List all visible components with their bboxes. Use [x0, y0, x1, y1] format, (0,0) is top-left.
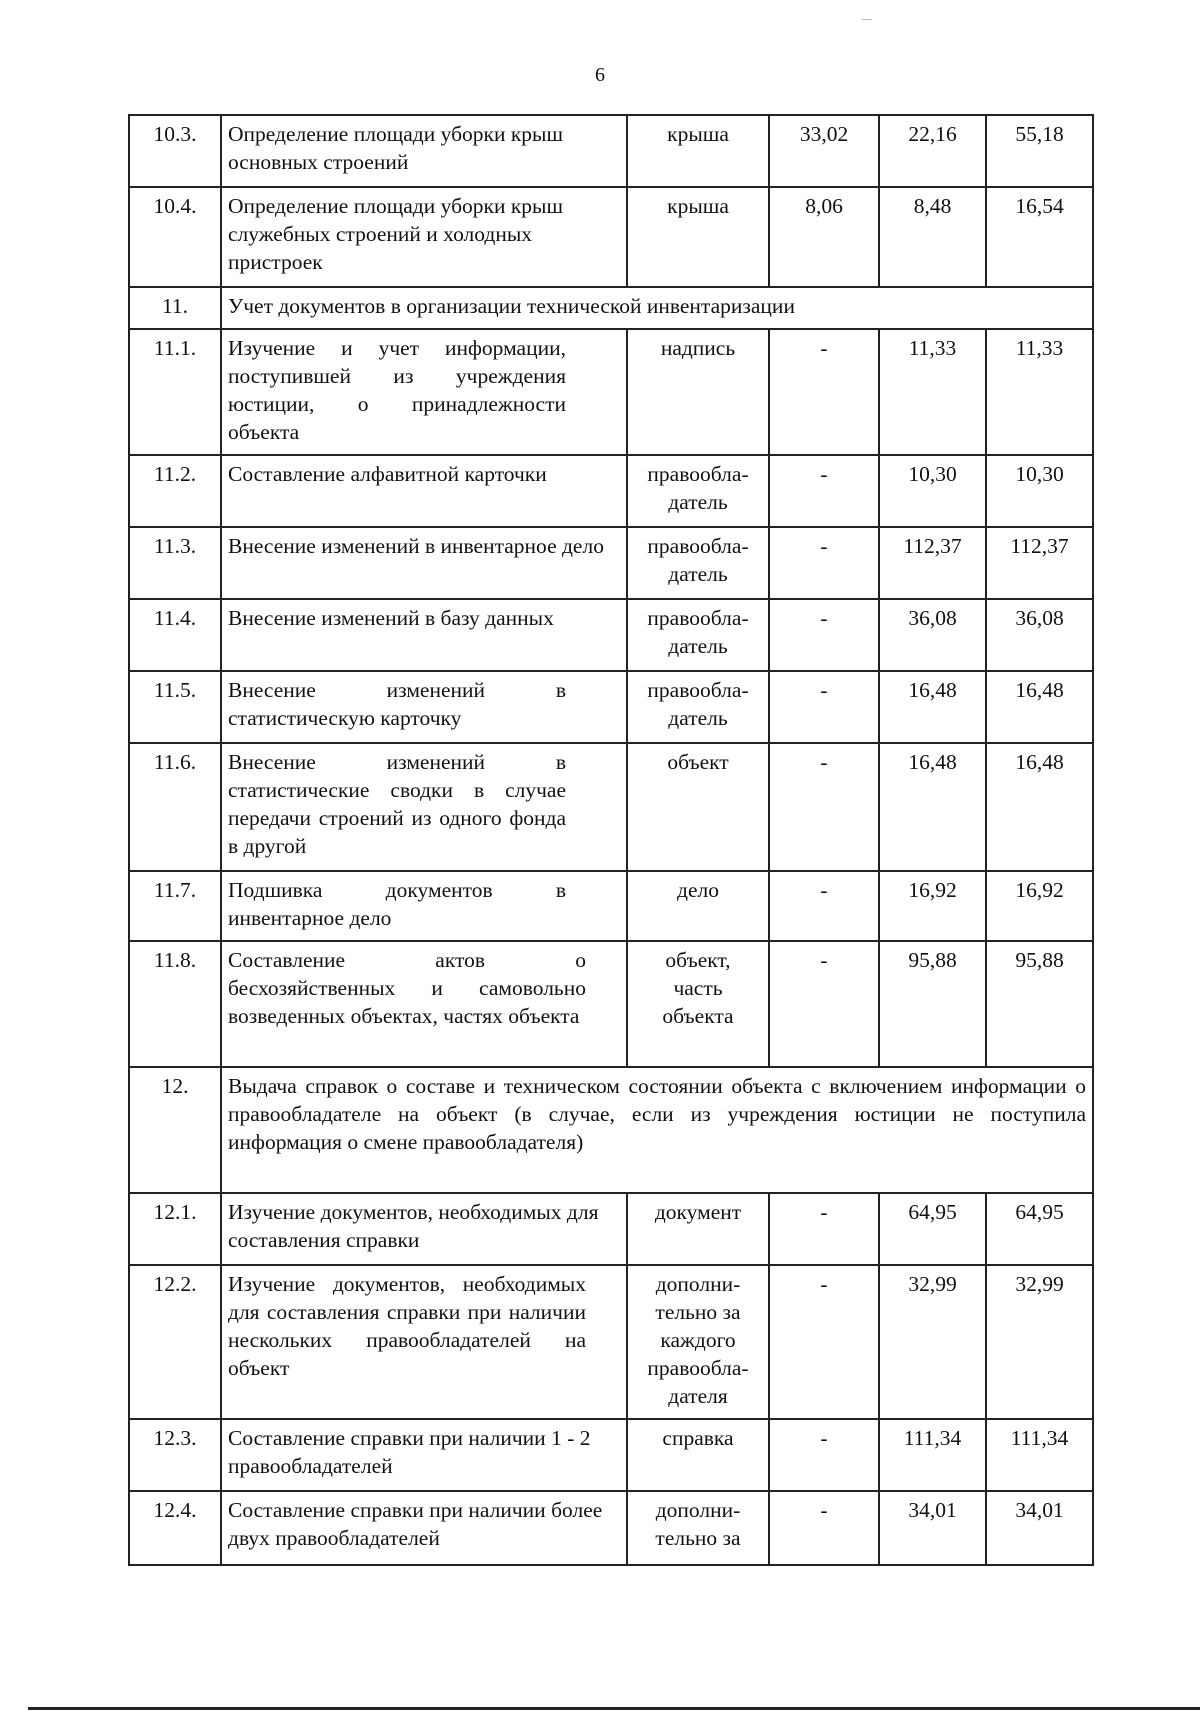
- row-value-1: -: [769, 1491, 879, 1565]
- row-unit: документ: [627, 1193, 769, 1265]
- page-number: 6: [595, 64, 605, 86]
- bottom-rule: [28, 1707, 1200, 1710]
- table-row: [129, 599, 1093, 671]
- row-value-1: -: [769, 1265, 879, 1419]
- section-title: Учет документов в организации технической инвентаризации: [221, 287, 1093, 329]
- row-name: Изучение и учет информации, поступившей из учреждения юстиции, о принадлежности объекта: [221, 329, 627, 455]
- table-row: [129, 941, 1093, 1067]
- row-total: 95,88: [986, 941, 1093, 1067]
- row-value-2: 10,30: [879, 455, 986, 527]
- row-name: Внесение изменений в статистическую карточку: [221, 671, 627, 743]
- row-total: 16,92: [986, 871, 1093, 941]
- row-value-1: -: [769, 527, 879, 599]
- row-total: 112,37: [986, 527, 1093, 599]
- section-number: 12.: [129, 1067, 221, 1193]
- scan-mark: [862, 19, 872, 20]
- table-row: [129, 871, 1093, 941]
- row-value-2: 8,48: [879, 187, 986, 287]
- row-unit: дело: [627, 871, 769, 941]
- row-number: 11.8.: [129, 941, 221, 1067]
- row-number: 11.1.: [129, 329, 221, 455]
- section-row: [129, 287, 1093, 329]
- row-total: 55,18: [986, 115, 1093, 187]
- row-name: Составление справки при наличии 1 - 2 правообладателей: [221, 1419, 627, 1491]
- row-value-2: 16,92: [879, 871, 986, 941]
- row-total: 36,08: [986, 599, 1093, 671]
- row-number: 12.1.: [129, 1193, 221, 1265]
- row-number: 12.4.: [129, 1491, 221, 1565]
- row-number: 10.3.: [129, 115, 221, 187]
- row-value-2: 11,33: [879, 329, 986, 455]
- row-name: Определение площади уборки крыш служебных строений и холодных пристроек: [221, 187, 627, 287]
- row-value-2: 16,48: [879, 743, 986, 871]
- table-row: [129, 1419, 1093, 1491]
- row-number: 11.5.: [129, 671, 221, 743]
- table-row: [129, 671, 1093, 743]
- row-name: Внесение изменений в инвентарное дело: [221, 527, 627, 599]
- section-row: [129, 1067, 1093, 1193]
- row-total: 111,34: [986, 1419, 1093, 1491]
- row-number: 11.7.: [129, 871, 221, 941]
- row-unit: крыша: [627, 115, 769, 187]
- row-value-1: -: [769, 671, 879, 743]
- row-value-1: 33,02: [769, 115, 879, 187]
- row-value-1: -: [769, 743, 879, 871]
- row-name: Внесение изменений в статистические сводки в случае передачи строений из одного фонда в другой: [221, 743, 627, 871]
- row-value-1: -: [769, 599, 879, 671]
- row-value-2: 95,88: [879, 941, 986, 1067]
- row-number: 12.3.: [129, 1419, 221, 1491]
- row-value-2: 112,37: [879, 527, 986, 599]
- row-value-1: -: [769, 455, 879, 527]
- row-total: 32,99: [986, 1265, 1093, 1419]
- row-value-2: 22,16: [879, 115, 986, 187]
- row-value-2: 32,99: [879, 1265, 986, 1419]
- table-row: [129, 187, 1093, 287]
- row-unit: дополни-тельно за каждого правообла-дателя: [627, 1265, 769, 1419]
- table-row: [129, 1265, 1093, 1419]
- row-name: Составление алфавитной карточки: [221, 455, 627, 527]
- row-value-2: 16,48: [879, 671, 986, 743]
- row-total: 16,48: [986, 743, 1093, 871]
- row-unit: правооблa-датель: [627, 455, 769, 527]
- table-row: [129, 743, 1093, 871]
- row-number: 11.2.: [129, 455, 221, 527]
- row-unit: правообла-датель: [627, 599, 769, 671]
- row-value-2: 34,01: [879, 1491, 986, 1565]
- table-row: [129, 115, 1093, 187]
- row-number: 11.3.: [129, 527, 221, 599]
- row-value-1: -: [769, 941, 879, 1067]
- row-value-2: 64,95: [879, 1193, 986, 1265]
- table-row: [129, 527, 1093, 599]
- row-total: 34,01: [986, 1491, 1093, 1565]
- row-name: Определение площади уборки крыш основных строений: [221, 115, 627, 187]
- table-row: [129, 1193, 1093, 1265]
- row-value-1: -: [769, 1193, 879, 1265]
- row-unit: крыша: [627, 187, 769, 287]
- row-unit: правообла-датель: [627, 527, 769, 599]
- row-total: 10,30: [986, 455, 1093, 527]
- table-row: [129, 455, 1093, 527]
- row-name: Составление актов о бесхозяйственных и самовольно возведенных объектах, частях объекта: [221, 941, 627, 1067]
- row-value-1: -: [769, 1419, 879, 1491]
- row-unit: объект: [627, 743, 769, 871]
- row-value-2: 111,34: [879, 1419, 986, 1491]
- row-total: 16,48: [986, 671, 1093, 743]
- row-name: Внесение изменений в базу данных: [221, 599, 627, 671]
- row-name: Подшивка документов в инвентарное дело: [221, 871, 627, 941]
- row-value-1: 8,06: [769, 187, 879, 287]
- table-row: [129, 1491, 1093, 1565]
- row-number: 10.4.: [129, 187, 221, 287]
- row-unit: справка: [627, 1419, 769, 1491]
- section-title: Выдача справок о составе и техническом состоянии объекта с включением информации о правообладателе на объект (в случае, если из учреждения юстиции не поступила информация о смене правообладателя): [221, 1067, 1093, 1193]
- row-name: Составление справки при наличии более двух правообладателей: [221, 1491, 627, 1565]
- row-unit: надпись: [627, 329, 769, 455]
- table-row: [129, 329, 1093, 455]
- row-unit: объект, часть объекта: [627, 941, 769, 1067]
- section-number: 11.: [129, 287, 221, 329]
- row-value-1: -: [769, 871, 879, 941]
- row-name: Изучение документов, необходимых для составления справки при наличии нескольких правообладателей на объект: [221, 1265, 627, 1419]
- row-value-1: -: [769, 329, 879, 455]
- row-number: 11.4.: [129, 599, 221, 671]
- row-total: 64,95: [986, 1193, 1093, 1265]
- row-unit: правообла-датель: [627, 671, 769, 743]
- row-value-2: 36,08: [879, 599, 986, 671]
- row-total: 11,33: [986, 329, 1093, 455]
- row-number: 12.2.: [129, 1265, 221, 1419]
- row-total: 16,54: [986, 187, 1093, 287]
- row-name: Изучение документов, необходимых для составления справки: [221, 1193, 627, 1265]
- tariff-table: [128, 114, 1094, 1566]
- row-unit: дополни-тельно за: [627, 1491, 769, 1565]
- row-number: 11.6.: [129, 743, 221, 871]
